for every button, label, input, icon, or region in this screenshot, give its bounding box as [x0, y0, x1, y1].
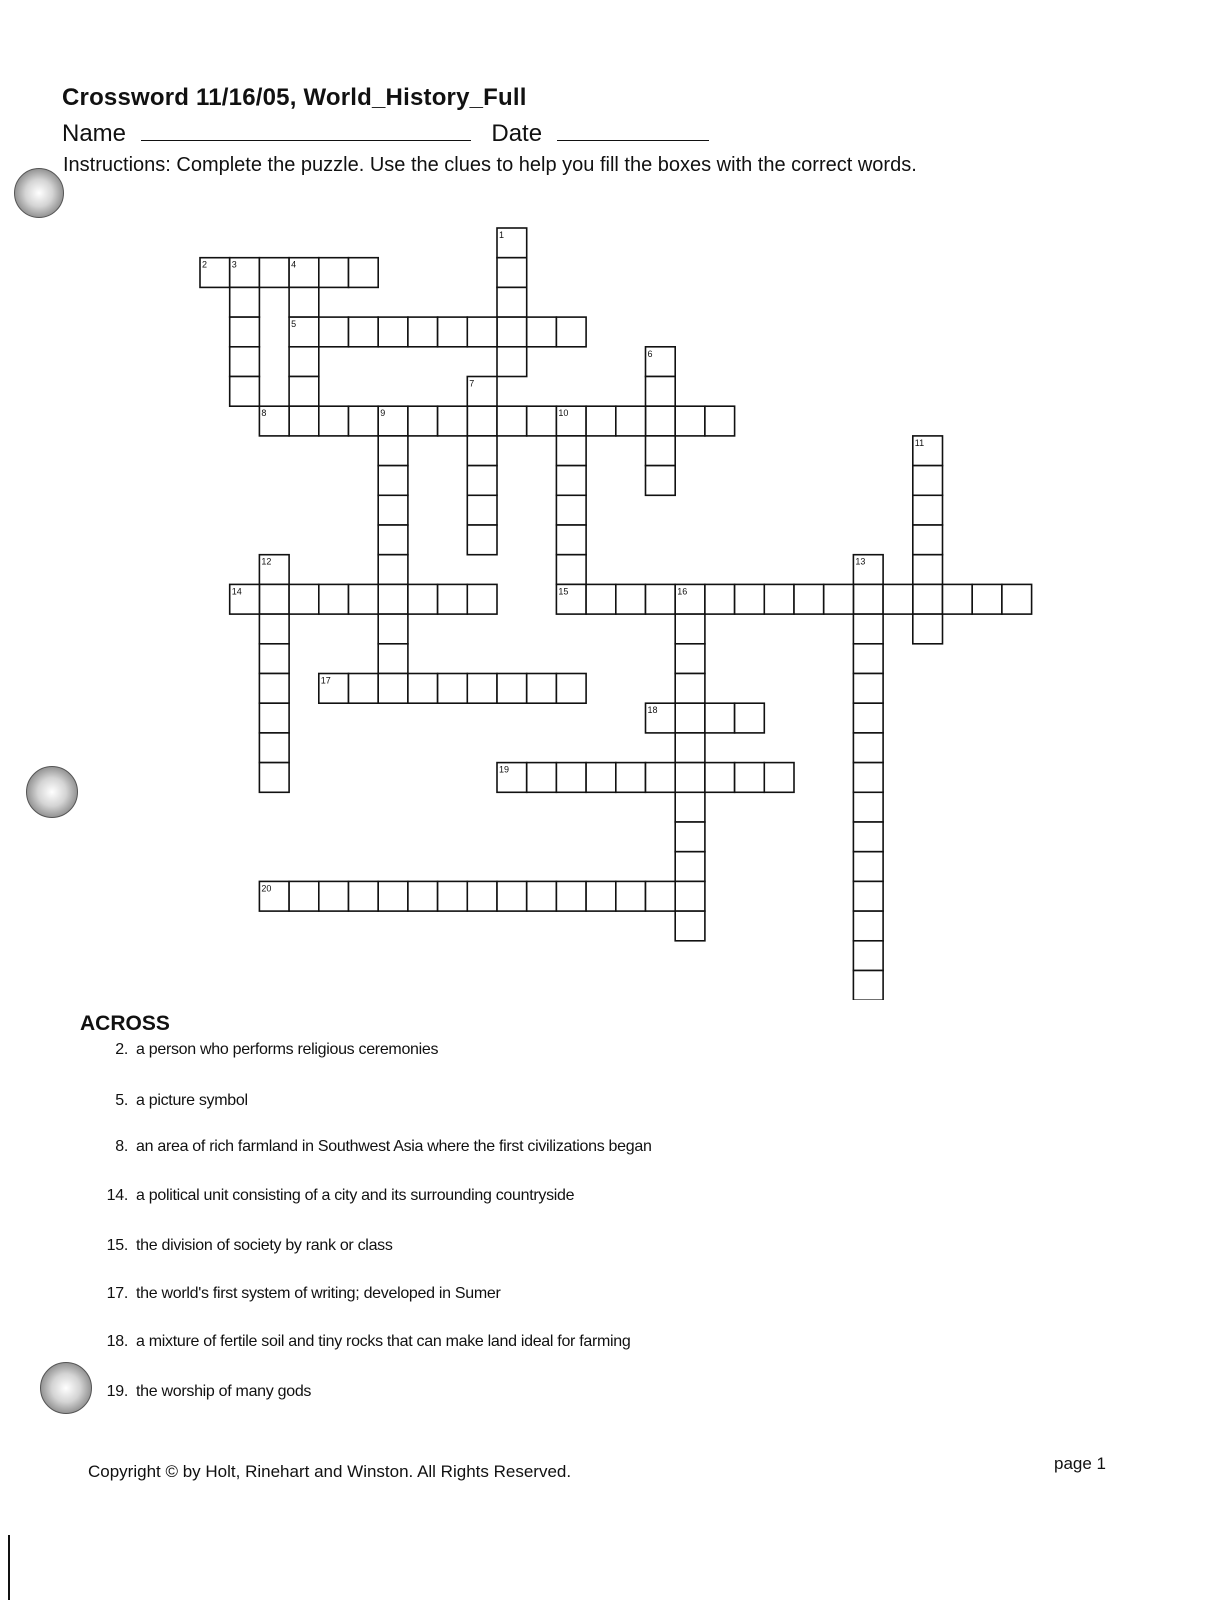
clue-number-label: 9: [380, 408, 386, 419]
grid-cell[interactable]: [853, 822, 883, 852]
grid-cell[interactable]: [675, 822, 705, 852]
grid-cell[interactable]: [675, 792, 705, 822]
grid-cell[interactable]: [616, 584, 646, 614]
clue-across-2: [94, 1041, 438, 1059]
grid-cell[interactable]: [675, 911, 705, 941]
copyright-notice: Copyright © by Holt, Rinehart and Winston. All Rights Reserved.: [88, 1462, 572, 1481]
clue-number-label: 10: [558, 408, 569, 419]
grid-cell[interactable]: [438, 881, 468, 911]
grid-cell[interactable]: [349, 406, 379, 436]
grid-cell[interactable]: [259, 674, 289, 704]
grid-cell[interactable]: [230, 287, 260, 317]
grid-cell[interactable]: [289, 406, 319, 436]
grid-cell[interactable]: [497, 347, 527, 377]
clue-text: the division of society by rank or class: [136, 1237, 393, 1254]
grid-cell[interactable]: [705, 406, 735, 436]
grid-cell[interactable]: [378, 317, 408, 347]
clue-number-label: 6: [647, 348, 653, 359]
grid-cell[interactable]: [675, 881, 705, 911]
grid-cell[interactable]: [675, 644, 705, 674]
grid-cell[interactable]: [378, 466, 408, 496]
grid-cell[interactable]: [556, 406, 586, 436]
clue-number: 5.: [115, 1092, 128, 1109]
grid-cell[interactable]: [289, 287, 319, 317]
grid-cell[interactable]: [616, 763, 646, 793]
grid-cell[interactable]: [913, 614, 943, 644]
grid-cell[interactable]: [527, 881, 557, 911]
grid-cell[interactable]: [735, 584, 765, 614]
grid-cell[interactable]: [378, 495, 408, 525]
clue-number: 8.: [115, 1138, 128, 1155]
grid-cell[interactable]: [556, 436, 586, 466]
grid-cell[interactable]: [349, 584, 379, 614]
grid-cell[interactable]: [675, 614, 705, 644]
grid-cell[interactable]: [646, 881, 676, 911]
grid-cell[interactable]: [646, 406, 676, 436]
grid-cell[interactable]: [913, 584, 943, 614]
grid-cell[interactable]: [467, 436, 497, 466]
grid-cell[interactable]: [616, 406, 646, 436]
grid-cell[interactable]: [408, 584, 438, 614]
grid-cell[interactable]: [556, 495, 586, 525]
clue-number-label: 19: [499, 764, 510, 775]
grid-cell[interactable]: [556, 525, 586, 555]
clue-across-14: [94, 1187, 574, 1205]
grid-cell[interactable]: [883, 584, 913, 614]
grid-cell[interactable]: [319, 406, 349, 436]
clue-number: 18.: [106, 1333, 128, 1350]
clue-number-label: 14: [231, 586, 242, 597]
grid-cell[interactable]: [289, 377, 319, 407]
grid-cell[interactable]: [913, 495, 943, 525]
grid-cell[interactable]: [289, 317, 319, 347]
clue-number-label: 2: [202, 259, 208, 270]
across-heading: ACROSS: [80, 1012, 170, 1035]
grid-cell[interactable]: [259, 555, 289, 585]
grid-cell[interactable]: [349, 881, 379, 911]
grid-cell[interactable]: [467, 584, 497, 614]
instructions: Instructions: Complete the puzzle. Use the clues to help you fill the boxes with the correct words.: [63, 154, 917, 176]
grid-cell[interactable]: [467, 377, 497, 407]
grid-cell[interactable]: [259, 258, 289, 288]
grid-cell[interactable]: [378, 555, 408, 585]
grid-cell[interactable]: [853, 763, 883, 793]
grid-cell[interactable]: [705, 703, 735, 733]
grid-cell[interactable]: [527, 317, 557, 347]
grid-cell[interactable]: [230, 258, 260, 288]
date-label: Date: [491, 120, 543, 147]
grid-cell[interactable]: [853, 584, 883, 614]
grid-cell[interactable]: [497, 763, 527, 793]
grid-cell[interactable]: [497, 406, 527, 436]
grid-cell[interactable]: [735, 703, 765, 733]
grid-cell[interactable]: [646, 347, 676, 377]
clue-number: 17.: [106, 1285, 128, 1302]
clue-across-17: [94, 1285, 501, 1303]
grid-cell[interactable]: [527, 406, 557, 436]
clue-across-19: [94, 1383, 311, 1401]
grid-cell[interactable]: [556, 466, 586, 496]
grid-cell[interactable]: [913, 466, 943, 496]
grid-cell[interactable]: [378, 614, 408, 644]
grid-cell[interactable]: [438, 317, 468, 347]
grid-cell[interactable]: [586, 406, 616, 436]
grid-cell[interactable]: [408, 317, 438, 347]
grid-cell[interactable]: [853, 941, 883, 971]
grid-cell[interactable]: [764, 584, 794, 614]
grid-cell[interactable]: [259, 763, 289, 793]
grid-cell[interactable]: [646, 763, 676, 793]
clue-number-label: 16: [677, 586, 688, 597]
grid-cell[interactable]: [319, 674, 349, 704]
grid-cell[interactable]: [289, 584, 319, 614]
clue-number-label: 3: [231, 259, 237, 270]
binder-hole-top: [14, 168, 64, 218]
binder-hole-middle: [26, 766, 78, 818]
grid-cell[interactable]: [764, 763, 794, 793]
clue-number: 2.: [115, 1041, 128, 1058]
grid-cell[interactable]: [230, 584, 260, 614]
grid-cell[interactable]: [259, 881, 289, 911]
clue-text: a picture symbol: [136, 1092, 248, 1109]
grid-cell[interactable]: [497, 287, 527, 317]
grid-cell[interactable]: [675, 674, 705, 704]
grid-cell[interactable]: [586, 881, 616, 911]
grid-cell[interactable]: [259, 733, 289, 763]
grid-cell[interactable]: [289, 347, 319, 377]
clue-number-label: 8: [261, 408, 267, 419]
grid-cell[interactable]: [378, 525, 408, 555]
grid-cell[interactable]: [646, 436, 676, 466]
clue-number-label: 4: [291, 259, 297, 270]
grid-cell[interactable]: [735, 763, 765, 793]
grid-cell[interactable]: [467, 495, 497, 525]
clue-number-label: 1: [499, 230, 505, 240]
grid-cell[interactable]: [556, 584, 586, 614]
grid-cell[interactable]: [497, 228, 527, 258]
grid-cell[interactable]: [1002, 584, 1032, 614]
grid-cell[interactable]: [259, 614, 289, 644]
grid-cell[interactable]: [853, 555, 883, 585]
clue-text: a person who performs religious ceremonies: [136, 1041, 439, 1058]
clue-text: the worship of many gods: [136, 1383, 312, 1400]
grid-cell[interactable]: [349, 317, 379, 347]
grid-cell[interactable]: [556, 674, 586, 704]
grid-cell[interactable]: [378, 644, 408, 674]
grid-cell[interactable]: [467, 317, 497, 347]
grid-cell[interactable]: [794, 584, 824, 614]
grid-cell[interactable]: [230, 347, 260, 377]
grid-cell[interactable]: [527, 763, 557, 793]
grid-cell[interactable]: [556, 763, 586, 793]
grid-cell[interactable]: [705, 763, 735, 793]
clue-across-18: [94, 1333, 630, 1351]
grid-cell[interactable]: [646, 584, 676, 614]
grid-cell[interactable]: [497, 674, 527, 704]
grid-cell[interactable]: [586, 584, 616, 614]
grid-cell[interactable]: [853, 911, 883, 941]
grid-cell[interactable]: [289, 881, 319, 911]
grid-cell[interactable]: [853, 614, 883, 644]
grid-cell[interactable]: [349, 674, 379, 704]
grid-cell[interactable]: [705, 584, 735, 614]
grid-cell[interactable]: [646, 466, 676, 496]
name-field[interactable]: [141, 124, 471, 141]
clue-text: a political unit consisting of a city and its surrounding countryside: [136, 1187, 575, 1204]
grid-cell[interactable]: [319, 584, 349, 614]
grid-cell[interactable]: [556, 881, 586, 911]
clue-number-label: 12: [261, 556, 272, 567]
worksheet-title: Crossword 11/16/05, World_History_Full: [62, 84, 527, 111]
grid-cell[interactable]: [438, 584, 468, 614]
grid-cell[interactable]: [467, 881, 497, 911]
grid-cell[interactable]: [616, 881, 646, 911]
grid-cell[interactable]: [467, 466, 497, 496]
grid-cell[interactable]: [378, 406, 408, 436]
grid-cell[interactable]: [853, 852, 883, 882]
grid-cell[interactable]: [556, 317, 586, 347]
grid-cell[interactable]: [913, 525, 943, 555]
grid-cell[interactable]: [853, 881, 883, 911]
clue-number-label: 20: [261, 883, 272, 894]
grid-cell[interactable]: [408, 674, 438, 704]
grid-cell[interactable]: [319, 881, 349, 911]
name-date-line: [62, 120, 709, 148]
date-field[interactable]: [557, 124, 709, 141]
clue-number-label: 13: [855, 556, 866, 567]
grid-cell[interactable]: [675, 584, 705, 614]
grid-cell[interactable]: [853, 792, 883, 822]
grid-cell[interactable]: [556, 555, 586, 585]
grid-cell[interactable]: [497, 258, 527, 288]
grid-cell[interactable]: [913, 555, 943, 585]
binder-hole-bottom: [40, 1362, 92, 1414]
grid-cell[interactable]: [259, 644, 289, 674]
clue-number: 19.: [106, 1383, 128, 1400]
grid-cell[interactable]: [675, 406, 705, 436]
grid-cell[interactable]: [467, 406, 497, 436]
grid-cell[interactable]: [289, 258, 319, 288]
grid-cell[interactable]: [824, 584, 854, 614]
clue-text: the world's first system of writing; developed in Sumer: [136, 1285, 501, 1302]
clue-number-label: 18: [647, 705, 658, 716]
clue-text: a mixture of fertile soil and tiny rocks that can make land ideal for farming: [136, 1333, 631, 1350]
clue-number: 14.: [106, 1187, 128, 1204]
grid-cell[interactable]: [378, 881, 408, 911]
grid-cell[interactable]: [378, 584, 408, 614]
grid-cell[interactable]: [467, 525, 497, 555]
grid-cell[interactable]: [319, 258, 349, 288]
grid-cell[interactable]: [913, 436, 943, 466]
grid-cell[interactable]: [259, 703, 289, 733]
grid-cell[interactable]: [467, 674, 497, 704]
grid-cell[interactable]: [675, 852, 705, 882]
grid-cell[interactable]: [675, 703, 705, 733]
grid-cell[interactable]: [853, 733, 883, 763]
grid-cell[interactable]: [408, 406, 438, 436]
grid-cell[interactable]: [675, 763, 705, 793]
grid-cell[interactable]: [943, 584, 973, 614]
grid-cell[interactable]: [230, 317, 260, 347]
grid-cell[interactable]: [497, 317, 527, 347]
grid-cell[interactable]: [408, 881, 438, 911]
grid-cell[interactable]: [675, 733, 705, 763]
grid-cell[interactable]: [646, 377, 676, 407]
grid-cell[interactable]: [319, 317, 349, 347]
grid-cell[interactable]: [438, 674, 468, 704]
clue-number: 15.: [106, 1237, 128, 1254]
grid-cell[interactable]: [853, 644, 883, 674]
clue-across-8: [94, 1138, 652, 1156]
grid-cell[interactable]: [230, 377, 260, 407]
grid-cell[interactable]: [438, 406, 468, 436]
grid-cell[interactable]: [200, 258, 230, 288]
margin-mark: [8, 1535, 10, 1600]
clue-text: an area of rich farmland in Southwest Asia where the first civilizations began: [136, 1138, 652, 1155]
grid-cell[interactable]: [378, 436, 408, 466]
grid-cell[interactable]: [259, 406, 289, 436]
grid-cell[interactable]: [349, 258, 379, 288]
grid-cell[interactable]: [527, 674, 557, 704]
clue-number-label: 15: [558, 586, 569, 597]
grid-cell[interactable]: [646, 703, 676, 733]
clue-number-label: 11: [914, 437, 925, 448]
grid-cell[interactable]: [378, 674, 408, 704]
grid-cell[interactable]: [853, 703, 883, 733]
clue-across-5: [94, 1092, 248, 1110]
grid-cell[interactable]: [497, 881, 527, 911]
clue-number-label: 7: [469, 378, 475, 389]
grid-cell[interactable]: [259, 584, 289, 614]
clue-number-label: 5: [291, 319, 297, 330]
grid-cell[interactable]: [853, 971, 883, 1001]
name-label: Name: [62, 120, 127, 147]
grid-cell[interactable]: [972, 584, 1002, 614]
grid-cell[interactable]: [586, 763, 616, 793]
page-number: page 1: [1054, 1454, 1106, 1473]
grid-cell[interactable]: [853, 674, 883, 704]
clue-number-label: 17: [320, 675, 331, 686]
clue-across-15: [94, 1237, 393, 1255]
